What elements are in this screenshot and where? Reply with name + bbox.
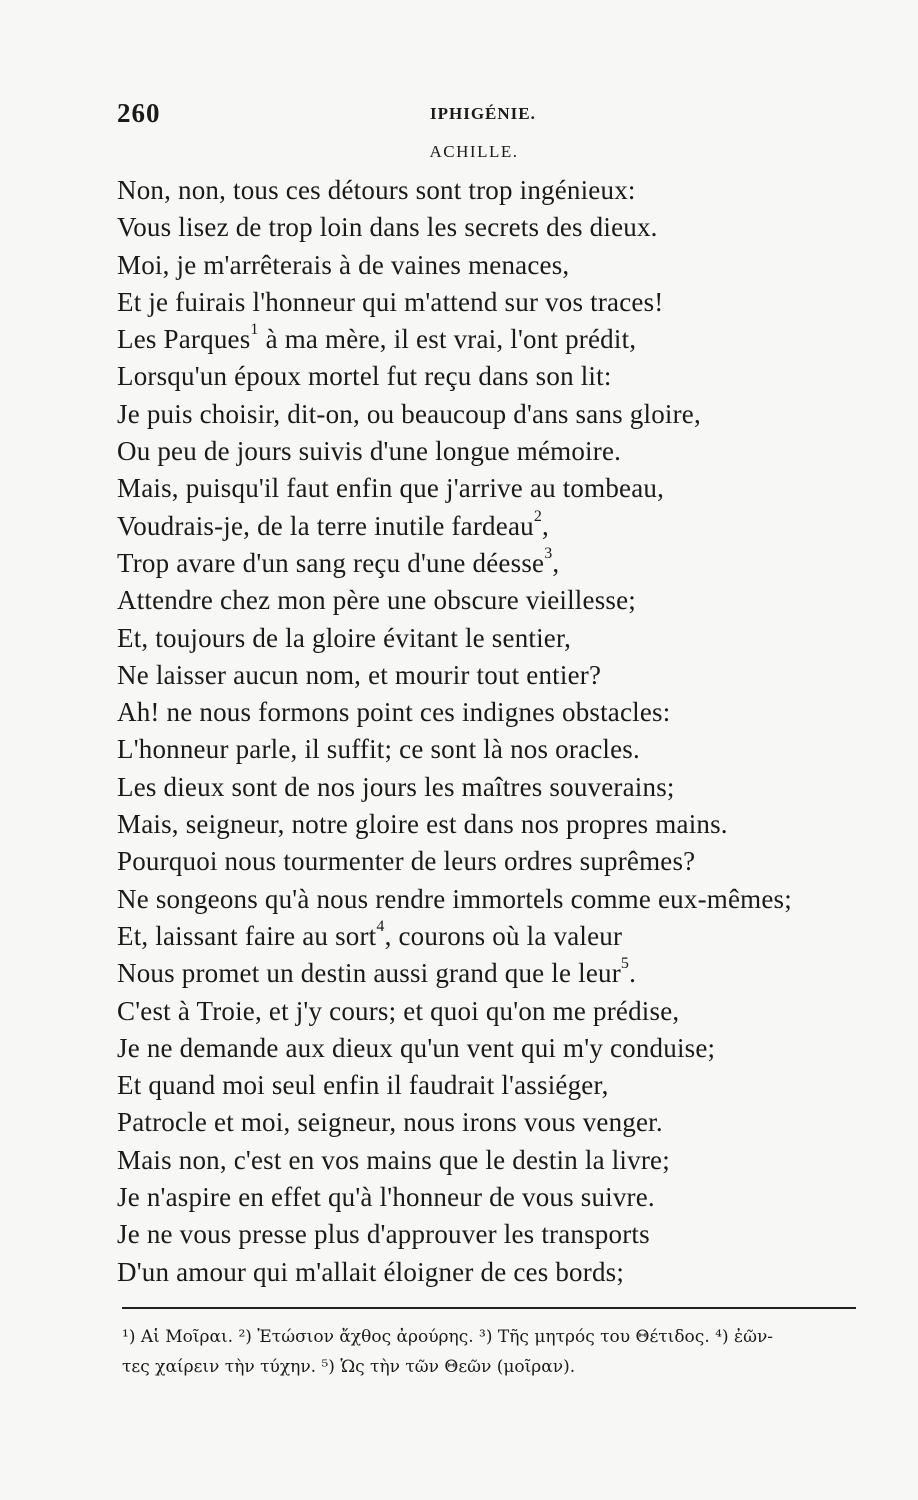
- verse-text: D'un amour qui m'allait éloigner de ces bords;: [117, 1256, 625, 1287]
- verse-line: [117, 955, 857, 992]
- verse-text: Moi, je m'arrêterais à de vaines menaces,: [117, 249, 570, 280]
- verse-text: Vous lisez de trop loin dans les secrets des dieux.: [117, 212, 658, 243]
- verse-line: [117, 881, 857, 918]
- verse-line: [117, 620, 857, 657]
- verse-line: [117, 172, 857, 209]
- verse-text: Et, toujours de la gloire évitant le sentier,: [117, 622, 572, 653]
- verse-text: Mais, seigneur, notre gloire est dans nos propres mains.: [117, 809, 728, 840]
- page-number: 260: [117, 98, 161, 128]
- verse-line: [117, 284, 857, 321]
- verse-line: [117, 321, 857, 358]
- verse-line: [117, 1216, 857, 1253]
- running-head: IPHIGÉNIE.: [430, 104, 536, 123]
- verse-text: Ne songeons qu'à nous rendre immortels comme eux-mêmes;: [117, 883, 792, 914]
- verse-line: [117, 358, 857, 395]
- verse-line: [117, 508, 857, 545]
- footnote-marker: 5: [620, 955, 630, 973]
- footnote-line: τες χαίρειν τὴν τύχην. ⁵) Ὡς τὴν τῶν Θεῶν (μοῖραν).: [122, 1357, 576, 1377]
- verse-line: [117, 209, 857, 246]
- verse-text-continued: .: [629, 958, 637, 989]
- verse-line: [117, 843, 857, 880]
- footnote-marker: 4: [376, 917, 385, 935]
- verse-text: Les Parques: [117, 324, 251, 355]
- verse-line: [117, 731, 857, 768]
- verse-text: Voudrais-je, de la terre inutile fardeau: [117, 510, 534, 541]
- verse-text: L'honneur parle, il suffit; ce sont là nos oracles.: [117, 734, 640, 765]
- verse-text: Non, non, tous ces détours sont trop ingénieux:: [117, 175, 636, 205]
- verse-text: Nous promet un destin aussi grand que le leur: [117, 958, 621, 989]
- footnote-line: ¹) Αἱ Μοῖραι. ²) Ἐτώσιον ἄχθος ἀρούρης. ³) Τῆς μητρός του Θέτιδος. ⁴) ἐῶν-: [122, 1327, 774, 1347]
- verse-text: Et je fuirais l'honneur qui m'attend sur vos traces!: [117, 286, 664, 317]
- verse-text: Et, laissant faire au sort: [117, 920, 377, 951]
- footnote-rule: [122, 1307, 856, 1309]
- verse-text: Les dieux sont de nos jours les maîtres souverains;: [117, 771, 675, 802]
- verse-text: Je ne vous presse plus d'approuver les transports: [117, 1219, 650, 1250]
- verse-text: Mais, puisqu'il faut enfin que j'arrive au tombeau,: [117, 473, 665, 504]
- footnote-marker: 2: [533, 507, 543, 525]
- verse-text: Trop avare d'un sang reçu d'une déesse: [117, 547, 545, 578]
- verse-text-continued: , courons où la valeur: [384, 920, 623, 951]
- footnote-marker: 1: [250, 321, 259, 339]
- verse-text-continued: à ma mère, il est vrai, l'ont prédit,: [258, 324, 637, 355]
- verse-line: [117, 247, 857, 284]
- verse-text: Lorsqu'un époux mortel fut reçu dans son lit:: [117, 361, 612, 392]
- verse-line: [117, 1254, 857, 1291]
- verse-line: [117, 1067, 857, 1104]
- verse-line: [117, 918, 857, 955]
- verse-text: Patrocle et moi, seigneur, nous irons vous venger.: [117, 1107, 663, 1138]
- verse-line: [117, 1030, 857, 1067]
- verse-line: [117, 657, 857, 694]
- footnote-marker: 3: [544, 544, 553, 562]
- speaker-name: ACHILLE.: [429, 142, 519, 161]
- verse-line: [117, 545, 857, 582]
- verse-line: [117, 694, 857, 731]
- verse-line: [117, 396, 857, 433]
- verse-line: [117, 769, 857, 806]
- verse-text-continued: ,: [542, 510, 549, 541]
- verse-text: Ah! ne nous formons point ces indignes obstacles:: [117, 697, 671, 728]
- verse-text: Je n'aspire en effet qu'à l'honneur de vous suivre.: [117, 1182, 655, 1213]
- verse-text: Je puis choisir, dit-on, ou beaucoup d'ans sans gloire,: [117, 398, 701, 429]
- verse-line: [117, 1104, 857, 1141]
- verse-text: Et quand moi seul enfin il faudrait l'assiéger,: [117, 1070, 609, 1101]
- verse-line: [117, 1142, 857, 1179]
- verse-text: Ou peu de jours suivis d'une longue mémoire.: [117, 436, 622, 467]
- verse-line: [117, 993, 857, 1030]
- verse-text: Mais non, c'est en vos mains que le destin la livre;: [117, 1144, 670, 1175]
- footnotes: [122, 1322, 862, 1382]
- verse-line: [117, 1179, 857, 1216]
- verse-line: [117, 433, 857, 470]
- verse-text: Attendre chez mon père une obscure vieillesse;: [117, 585, 636, 616]
- verse-text: Ne laisser aucun nom, et mourir tout entier?: [117, 659, 602, 690]
- verse-list: [117, 172, 857, 1291]
- verse-line: [117, 470, 857, 507]
- verse-line: [117, 806, 857, 843]
- verse-line: [117, 582, 857, 619]
- verse-text: C'est à Troie, et j'y cours; et quoi qu'on me prédise,: [117, 995, 680, 1026]
- verse-text-continued: ,: [552, 547, 560, 578]
- verse-text: Pourquoi nous tourmenter de leurs ordres suprêmes?: [117, 846, 696, 877]
- verse-text: Je ne demande aux dieux qu'un vent qui m'y conduise;: [117, 1032, 716, 1063]
